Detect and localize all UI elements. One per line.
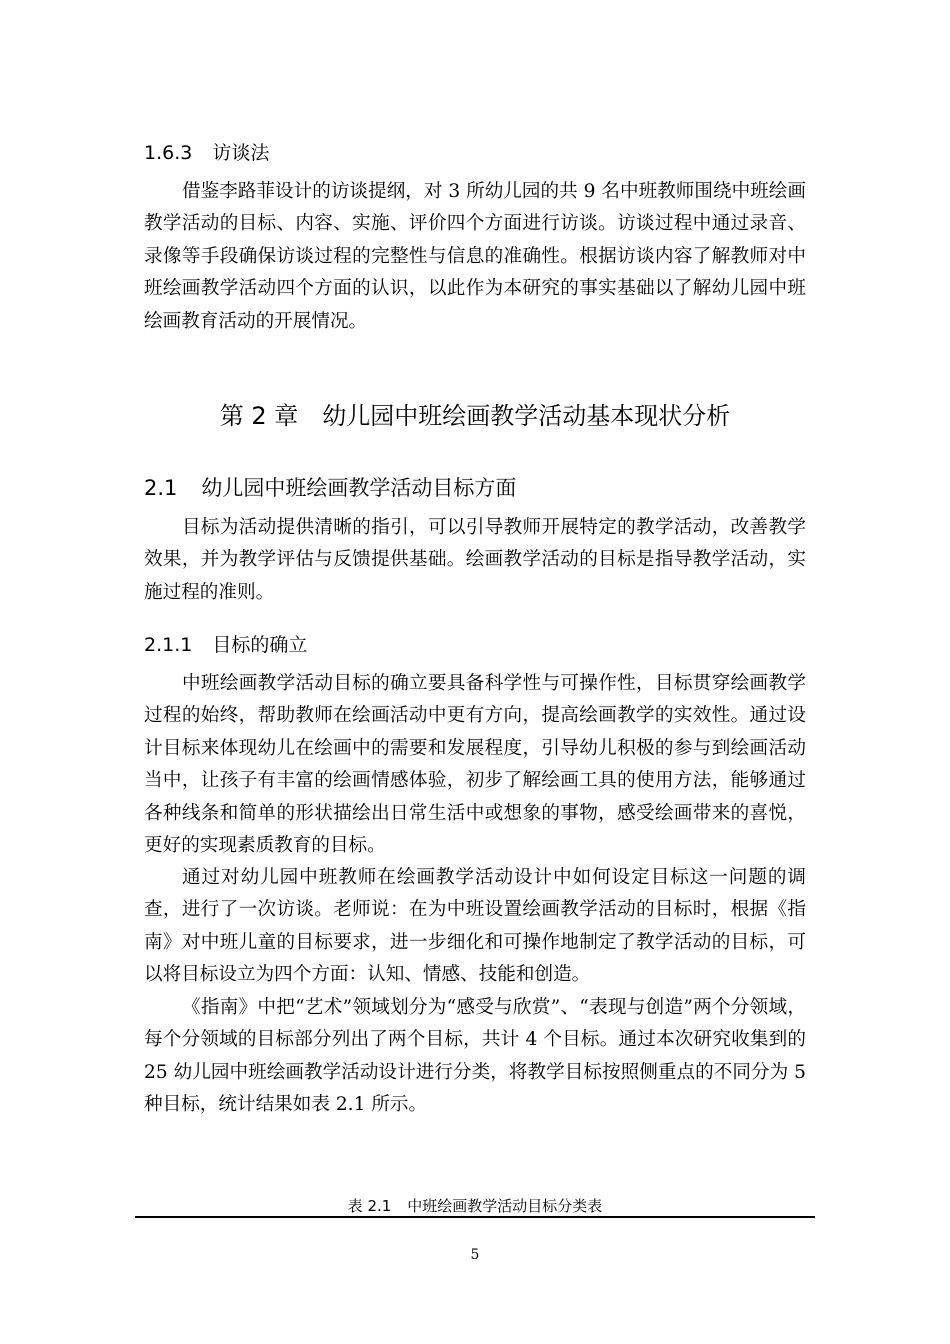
paragraph-guide-classification: 《指南》中把“艺术”领域划分为“感受与欣赏”、“表现与创造”两个分领域，每个分领域的目标部分列出了两个目标，共计 4 个目标。通过本次研究收集到的 25 幼儿园中班绘画教学活动设计进行分类，将教学目标按照侧重点的不同分为 5 种目标，统计结果如表 2.1 所示。 — [144, 997, 806, 1116]
section-heading-1-6-3 — [144, 140, 269, 166]
section-title: 目标的确立 — [212, 634, 308, 656]
section-heading-2-1 — [144, 474, 516, 502]
table-title: 中班绘画教学活动目标分类表 — [407, 1197, 603, 1215]
section-number: 2.1 — [144, 476, 178, 500]
chapter-number: 第 2 章 — [219, 402, 299, 430]
paragraph-goals-intro: 目标为活动提供清晰的指引，可以引导教师开展特定的教学活动，改善教学效果，并为教学评估与反馈提供基础。绘画教学活动的目标是指导教学活动，实施过程的准则。 — [144, 517, 806, 603]
section-title: 访谈法 — [212, 142, 270, 164]
table-top-rule — [135, 1216, 815, 1218]
table-number: 表 2.1 — [347, 1197, 392, 1215]
chapter-heading — [144, 400, 806, 432]
paragraph-goal-establishment: 中班绘画教学活动目标的确立要具备科学性与可操作性，目标贯穿绘画教学过程的始终，帮助教师在绘画活动中更有方向，提高绘画教学的实效性。通过设计目标来体现幼儿在绘画中的需要和发展程度，引导幼儿积极的参与到绘画活动当中，让孩子有丰富的绘画情感体验，初步了解绘画工具的使用方法，能够通过各种线条和简单的形状描绘出日常生活中或想象的事物，感受绘画带来的喜悦，更好的实现素质教育的目标。 — [144, 673, 806, 857]
section-number: 2.1.1 — [144, 634, 193, 656]
paragraph-interview-result: 通过对幼儿园中班教师在绘画教学活动设计中如何设定目标这一问题的调查，进行了一次访谈。老师说：在为中班设置绘画教学活动的目标时，根据《指南》对中班儿童的目标要求，进一步细化和可操作地制定了教学活动的目标，可以将目标设立为四个方面：认知、情感、技能和创造。 — [144, 867, 806, 986]
paragraph-interview-method: 借鉴李路菲设计的访谈提纲，对 3 所幼儿园的共 9 名中班教师围绕中班绘画教学活动的目标、内容、实施、评价四个方面进行访谈。访谈过程中通过录音、录像等手段确保访谈过程的完整性与信息的准确性。根据访谈内容了解教师对中班绘画教学活动四个方面的认识，以此作为本研究的事实基础以了解幼儿园中班绘画教育活动的开展情况。 — [144, 181, 806, 332]
section-title: 幼儿园中班绘画教学活动目标方面 — [201, 476, 517, 500]
page-number: 5 — [470, 1247, 480, 1263]
section-number: 1.6.3 — [144, 142, 193, 164]
table-caption — [144, 1196, 806, 1216]
section-heading-2-1-1 — [144, 632, 307, 658]
chapter-title: 幼儿园中班绘画教学活动基本现状分析 — [322, 402, 731, 430]
